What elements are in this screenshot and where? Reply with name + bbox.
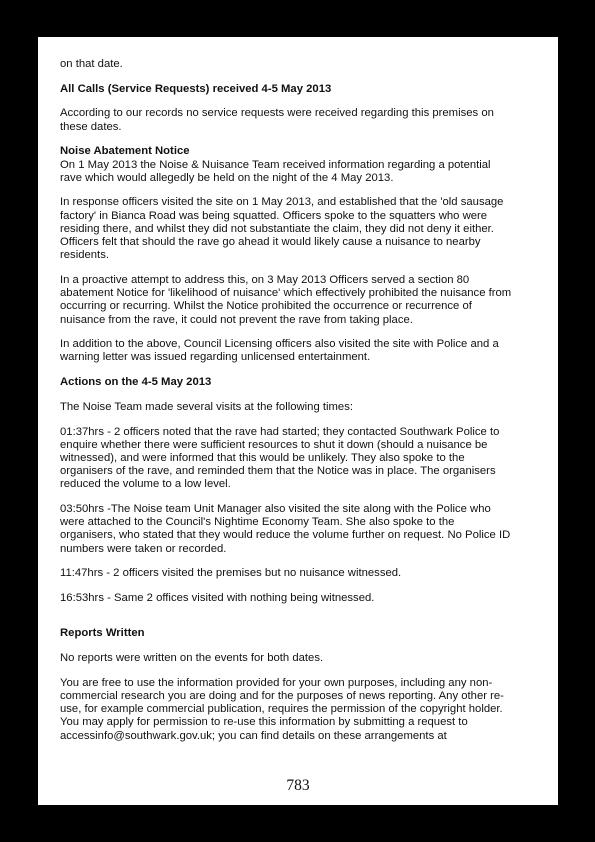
notice-paragraph-1: On 1 May 2013 the Noise & Nuisance Team received information regarding a potential rave which would allegedly be held on the night of the 4 May 2013. — [60, 158, 491, 184]
notice-paragraph-2: In response officers visited the site on 1 May 2013, and established that the 'old sausage factory' in Bianca Road was being squatted. Officers spoke to the squatters who were residing there, and whilst they did not substantiate the claim, they did not deny it either. Officers felt that should the rave go ahead it would likely cause a nuisance to nearby residents. — [60, 196, 504, 262]
actions-heading: Actions on the 4-5 May 2013 — [60, 376, 212, 389]
copyright-text: You are free to use the information provided for your own purposes, including any non-commercial research you are doing and for the purposes of news reporting. Any other re-use, for example commercial publication, requires the permission of the copyright holder. You may apply for permission to re-use this information by submitting a request to accessinfo@southwark.gov.uk; you can find details on these arrangements at — [60, 676, 504, 742]
page-number: 783 — [286, 777, 310, 794]
visit-entry: 16:53hrs - Same 2 offices visited with nothing being witnessed. — [60, 592, 375, 605]
visit-entry: 11:47hrs - 2 officers visited the premises but no nuisance witnessed. — [60, 567, 402, 580]
actions-intro: The Noise Team made several visits at the following times: — [60, 400, 354, 413]
visit-entry: 01:37hrs - 2 officers noted that the rave had started; they contacted Southwark Police to enquire whether there were sufficient resources to shut it down (should a nuisance be witnessed), and were informed that this would be unlikely. They also spoke to the organisers of the rave, and reminded them that the Notice was in place. The organisers reduced the volume to a low level. — [60, 425, 500, 491]
document-page — [38, 37, 558, 805]
reports-heading: Reports Written — [60, 627, 145, 640]
notice-paragraph-3: In a proactive attempt to address this, on 3 May 2013 Officers served a section 80 abatement Notice for 'likelihood of nuisance' which effectively prohibited the nuisance from occurring or recurring. Whilst the Notice prohibited the occurrence or recurrence of nuisance from the rave, it could not prevent the rave from taking place. — [60, 273, 512, 326]
all-calls-text: According to our records no service requests were received regarding this premises on these dates. — [60, 107, 494, 133]
visit-entry: 03:50hrs -The Noise team Unit Manager also visited the site along with the Police who were attached to the Council's Nightime Economy Team. She also spoke to the organisers, who stated that they would reduce the volume further on request. No Police ID numbers were taken or recorded. — [60, 503, 511, 555]
notice-paragraph-4: In addition to the above, Council Licensing officers also visited the site with Police and a warning letter was issued regarding unlicensed entertainment. — [60, 338, 499, 364]
reports-text: No reports were written on the events for both dates. — [60, 652, 324, 664]
notice-heading: Noise Abatement Notice — [60, 145, 190, 158]
all-calls-heading: All Calls (Service Requests) received 4-5 May 2013 — [60, 82, 332, 95]
continuation-text: on that date. — [60, 58, 123, 70]
